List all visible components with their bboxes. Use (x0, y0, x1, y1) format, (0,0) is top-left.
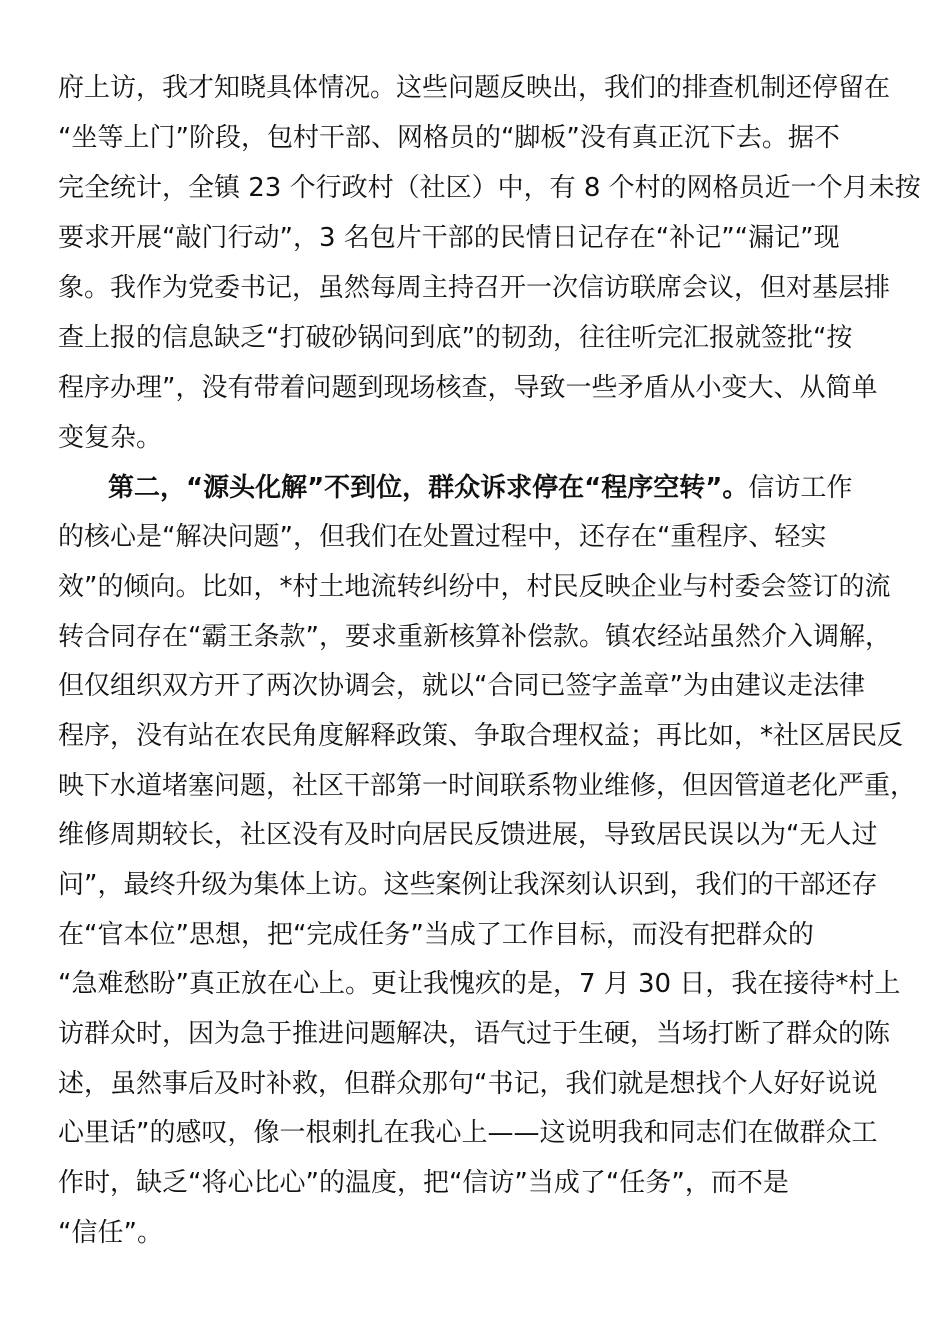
paragraph-2-line-12: 访群众时，因为急于推进问题解决，语气过于生硬，当场打断了群众的陈 (58, 1019, 891, 1049)
paragraph-2-line-8: 维修周期较长，社区没有及时向居民反馈进展，导致居民误以为“无人过 (58, 820, 878, 850)
paragraph-1-line-2: “坐等上门”阶段，包村干部、网格员的“脚板”没有真正沉下去。据不 (58, 123, 840, 153)
paragraph-2-line-9: 问”，最终升级为集体上访。这些案例让我深刻认识到，我们的干部还存 (58, 870, 878, 900)
paragraph-1-line-5: 象。我作为党委书记，虽然每周主持召开一次信访联席会议，但对基层排 (58, 273, 891, 303)
paragraph-2-line-10: 在“官本位”思想，把“完成任务”当成了工作目标，而没有把群众的 (58, 920, 814, 950)
paragraph-2-line-3: 效”的倾向。比如，*村土地流转纠纷中，村民反映企业与村委会签订的流 (58, 572, 891, 602)
paragraph-2-line-13: 述，虽然事后及时补救，但群众那句“书记，我们就是想找个人好好说说 (58, 1069, 878, 1099)
paragraph-2-line-6: 程序，没有站在农民角度解释政策、争取合理权益；再比如，*社区居民反 (58, 721, 904, 751)
paragraph-1-line-4: 要求开展“敲门行动”，3 名包片干部的民情日记存在“补记”“漏记”现 (58, 223, 840, 253)
paragraph-2-line-7: 映下水道堵塞问题，社区干部第一时间联系物业维修，但因管道老化严重， (58, 771, 917, 801)
paragraph-1-line-8: 变复杂。 (58, 423, 163, 453)
paragraph-2-line-16: “信任”。 (58, 1218, 163, 1248)
paragraph-2-line-5: 但仅组织双方开了两次协调会，就以“合同已签字盖章”为由建议走法律 (58, 671, 865, 701)
paragraph-2-line-14: 心里话”的感叹，像一根刺扎在我心上——这说明我和同志们在做群众工 (58, 1118, 878, 1148)
section-heading: 第二，“源头化解”不到位，群众诉求停在“程序空转”。 (108, 473, 749, 503)
paragraph-2-line-4: 转合同存在“霸王条款”，要求重新核算补偿款。镇农经站虽然介入调解， (58, 622, 891, 652)
paragraph-1-line-1: 府上访，我才知晓具体情况。这些问题反映出，我们的排查机制还停留在 (58, 73, 891, 103)
paragraph-2-first-line (108, 463, 898, 513)
paragraph-2-first-line-text: 信访工作 (748, 473, 853, 503)
paragraph-1-line-3: 完全统计，全镇 23 个行政村（社区）中，有 8 个村的网格员近一个月未按 (58, 173, 921, 203)
paragraph-2-line-15: 作时，缺乏“将心比心”的温度，把“信访”当成了“任务”，而不是 (58, 1168, 789, 1198)
paragraph-2-line-11: “急难愁盼”真正放在心上。更让我愧疚的是，7 月 30 日，我在接待*村上 (58, 969, 901, 999)
paragraph-2-line-2: 的核心是“解决问题”，但我们在处置过程中，还存在“重程序、轻实 (58, 522, 827, 552)
paragraph-1-line-6: 查上报的信息缺乏“打破砂锅问到底”的韧劲，往往听完汇报就签批“按 (58, 323, 853, 353)
paragraph-1-line-7: 程序办理”，没有带着问题到现场核查，导致一些矛盾从小变大、从简单 (58, 373, 878, 403)
